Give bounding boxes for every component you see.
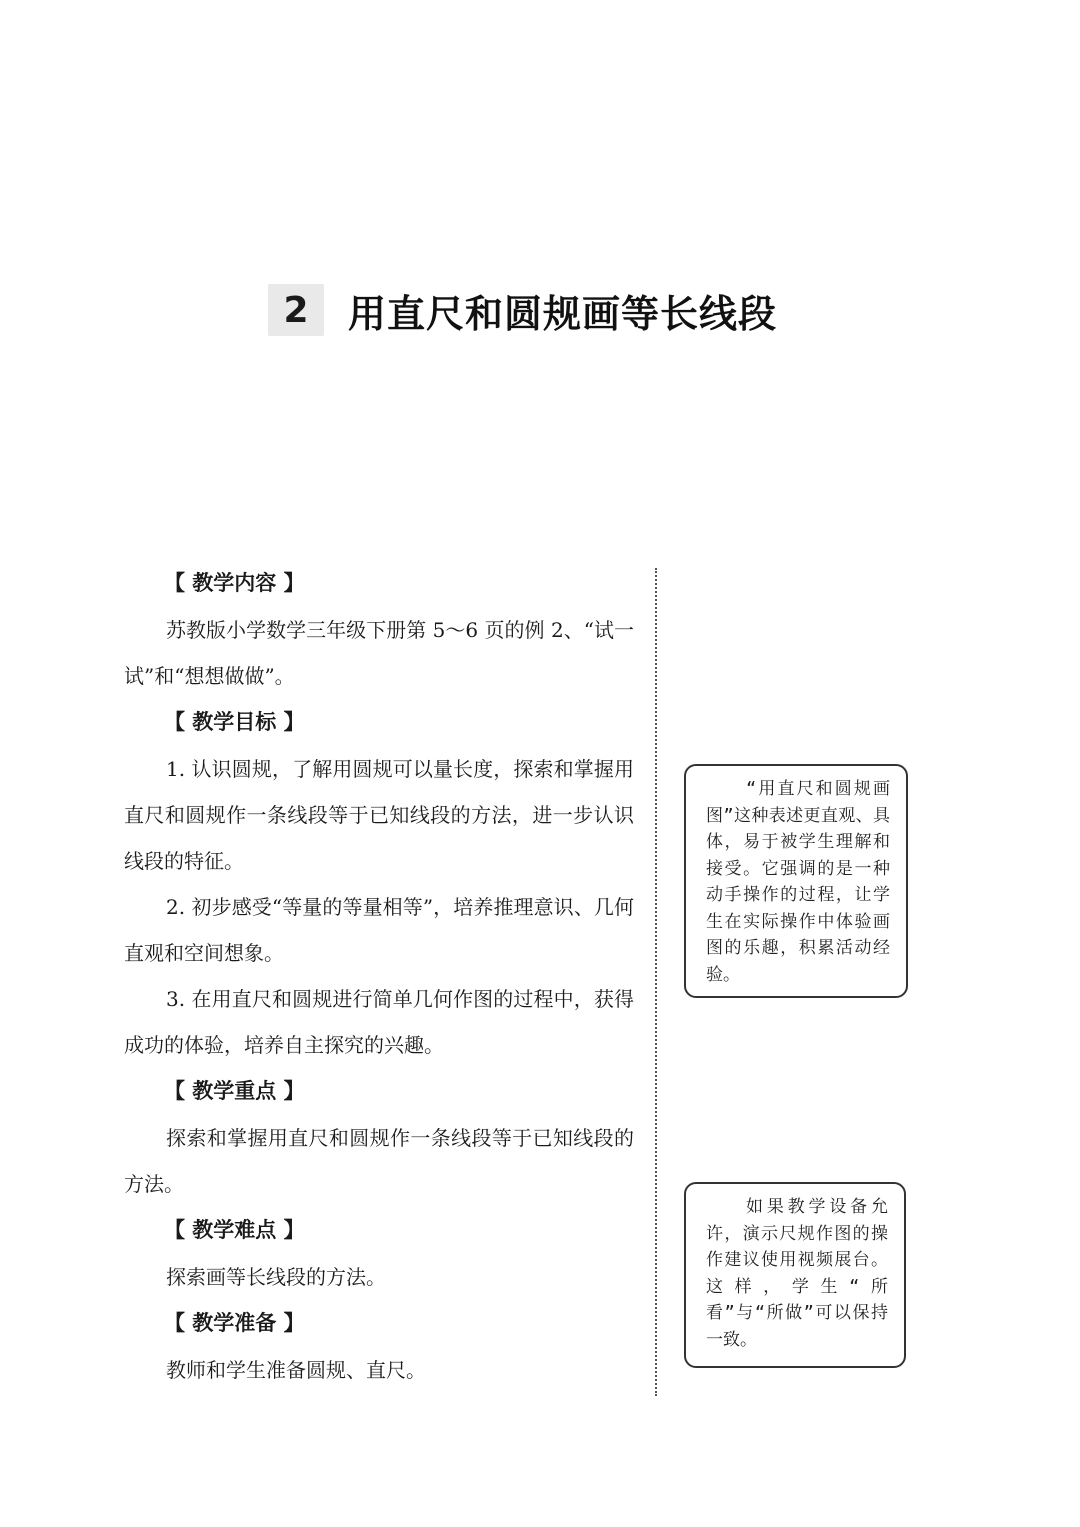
margin-divider (655, 568, 657, 1396)
heading-teaching-content: 【 教学内容 】 (164, 571, 305, 595)
lesson-title-block (268, 282, 777, 338)
paragraph-teaching-difficulty: 探索画等长线段的方法。 (166, 1265, 386, 1289)
heading-teaching-key: 【 教学重点 】 (164, 1079, 305, 1103)
side-note-1: “用直尺和圆规画图”这种表述更直观、具体，易于被学生理解和接受。它强调的是一种动手操作的过程，让学生在实际操作中体验画图的乐趣，积累活动经验。 (684, 764, 908, 998)
heading-teaching-difficulty: 【 教学难点 】 (164, 1218, 305, 1242)
side-note-2: 如果教学设备允许，演示尺规作图的操作建议使用视频展台。这样，学生“所看”与“所做”可以保持一致。 (684, 1182, 906, 1368)
paragraph-goal-1: 1. 认识圆规，了解用圆规可以量长度，探索和掌握用直尺和圆规作一条线段等于已知线段的方法，进一步认识线段的特征。 (124, 757, 634, 873)
main-content (124, 560, 634, 1393)
paragraph-teaching-content: 苏教版小学数学三年级下册第 5～6 页的例 2、“试一试”和“想想做做”。 (124, 618, 634, 688)
paragraph-teaching-preparation: 教师和学生准备圆规、直尺。 (166, 1358, 426, 1382)
lesson-number: 2 (268, 284, 324, 336)
heading-teaching-goals: 【 教学目标 】 (164, 710, 305, 734)
paragraph-teaching-key: 探索和掌握用直尺和圆规作一条线段等于已知线段的方法。 (124, 1126, 634, 1196)
heading-teaching-preparation: 【 教学准备 】 (164, 1311, 305, 1335)
paragraph-goal-3: 3. 在用直尺和圆规进行简单几何作图的过程中，获得成功的体验，培养自主探究的兴趣。 (124, 987, 634, 1057)
paragraph-goal-2: 2. 初步感受“等量的等量相等”，培养推理意识、几何直观和空间想象。 (124, 895, 634, 965)
lesson-title: 用直尺和圆规画等长线段 (348, 291, 778, 336)
